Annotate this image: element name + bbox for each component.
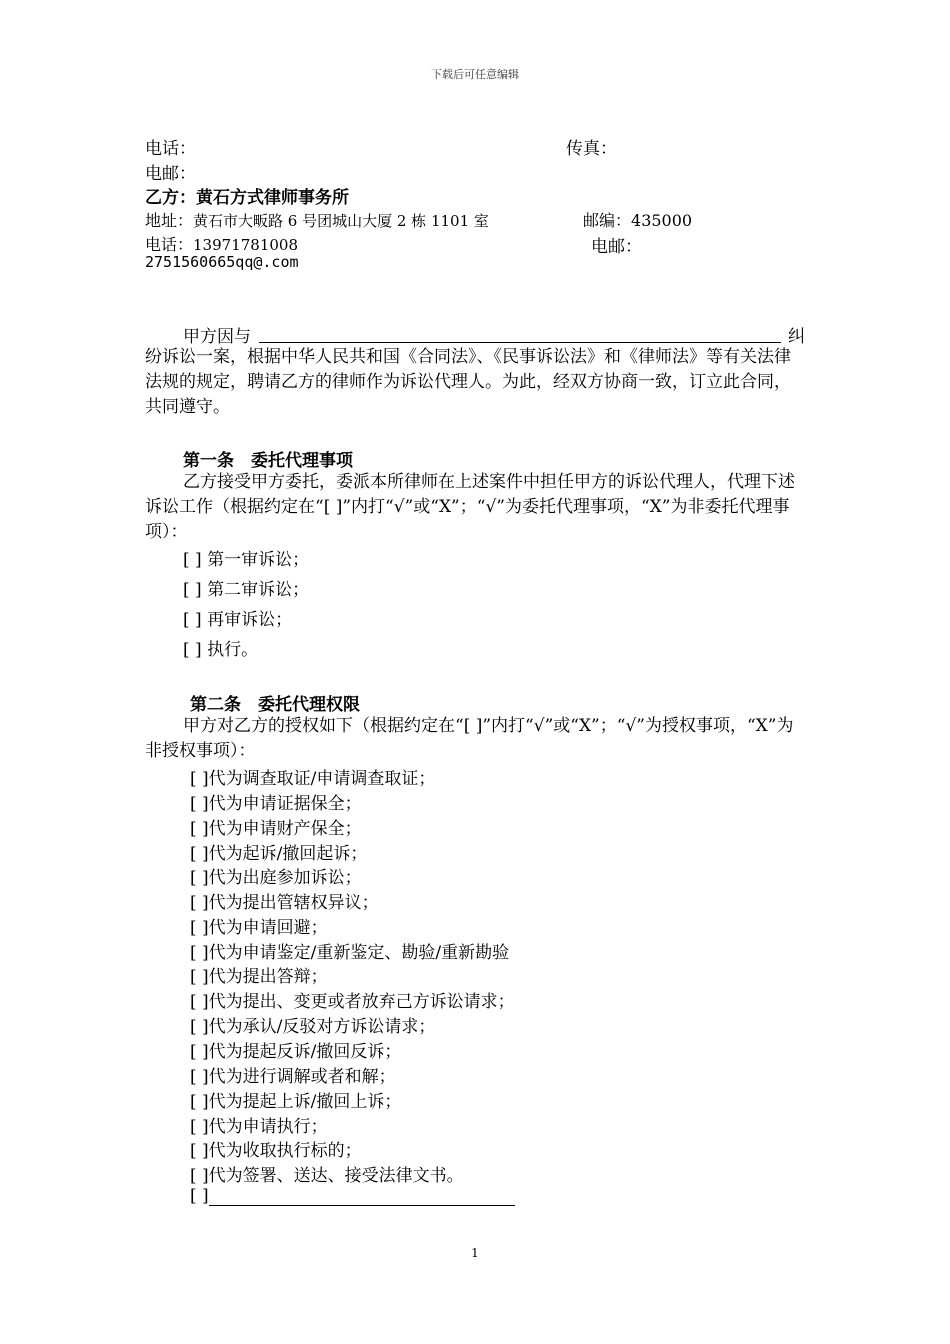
party-a-phone-label: 电话：: [145, 139, 196, 159]
party-b-postcode-line: [583, 208, 692, 231]
party-b-phone-line: [145, 232, 298, 255]
article2-item: [ ]代为申请财产保全；: [190, 819, 362, 839]
party-b-phone-label: 电话：: [145, 235, 194, 254]
article2-item: [ ]代为签署、送达、接受法律文书。: [190, 1166, 464, 1186]
article2-item: [ ]代为起诉/撤回起诉；: [190, 844, 368, 864]
intro-suffix: 纠: [788, 327, 805, 347]
party-a-email-label: 电邮：: [145, 164, 196, 184]
header-note: 下载后可任意编辑: [431, 68, 519, 81]
party-b-email-label: 电邮：: [591, 237, 642, 257]
article2-item: [ ]代为出庭参加诉讼；: [190, 868, 362, 888]
article2-item: [ ]代为申请回避；: [190, 918, 328, 938]
article2-item: [ ]代为提出、变更或者放弃己方诉讼请求；: [190, 992, 515, 1012]
article2-item: [ ]代为提起上诉/撤回上诉；: [190, 1092, 402, 1112]
party-b-address-line: [145, 208, 489, 231]
article2-item: [ ]代为收取执行标的；: [190, 1141, 362, 1161]
article2-item: [ ]代为进行调解或者和解；: [190, 1067, 396, 1087]
article2-item: [ ]代为提出管辖权异议；: [190, 893, 379, 913]
party-b-email: 2751560665qq@.com: [145, 253, 299, 271]
party-a-fax-label: 传真：: [566, 139, 617, 159]
article2-body: 甲方对乙方的授权如下（根据约定在“[ ]”内打“√”或“X”；“√”为授权事项，“X”为非授权事项）：: [145, 716, 794, 761]
article2-item: [ ]代为申请证据保全；: [190, 794, 362, 814]
party-b-phone: 13971781008: [193, 236, 298, 254]
article2-item: [ ]代为提出答辩；: [190, 967, 328, 987]
article1-title: 第一条 委托代理事项: [183, 451, 353, 471]
article1-item: [ ] 第一审诉讼；: [183, 550, 310, 570]
article2-item: [ ]代为申请鉴定/重新鉴定、勘验/重新勘验: [190, 943, 510, 963]
article2-blank-line: [209, 1186, 515, 1206]
article2-item: [ ]代为调查取证/申请调查取证；: [190, 769, 436, 789]
party-b-postcode: 435000: [631, 211, 693, 230]
party-b-address-label: 地址：: [145, 211, 194, 230]
article2-item: [ ]代为提起反诉/撤回反诉；: [190, 1042, 402, 1062]
article2-item: [ ]代为承认/反驳对方诉讼请求；: [190, 1017, 436, 1037]
page-number: 1: [471, 1246, 479, 1260]
article1-item: [ ] 第二审诉讼；: [183, 580, 310, 600]
party-b-title: 乙方：黄石方式律师事务所: [145, 188, 349, 208]
article2-blank-item: [190, 1186, 515, 1206]
article1-item: [ ] 再审诉讼；: [183, 610, 293, 630]
party-b-postcode-label: 邮编：: [583, 211, 632, 230]
article1-body: 乙方接受甲方委托，委派本所律师在上述案件中担任甲方的诉讼代理人，代理下述诉讼工作（根据约定在“[ ]”内打“√”或“X”；“√”为委托代理事项，“X”为非委托代理事项）：: [145, 472, 795, 542]
article2-blank-item-prefix: [ ]: [190, 1186, 209, 1206]
party-b-address: 黄石市大畈路 6 号团城山大厦 2 栋 1101 室: [193, 212, 489, 230]
article2-item: [ ]代为申请执行；: [190, 1117, 328, 1137]
intro-blank-line: [259, 322, 781, 343]
article1-item: [ ] 执行。: [183, 640, 259, 660]
intro-body: 纷诉讼一案，根据中华人民共和国《合同法》、《民事诉讼法》和《律师法》等有关法律法规的规定，聘请乙方的律师作为诉讼代理人。为此，经双方协商一致，订立此合同，共同遵守。: [145, 347, 791, 417]
intro-prefix: 甲方因与: [183, 327, 251, 347]
article2-title: 第二条 委托代理权限: [190, 695, 360, 715]
